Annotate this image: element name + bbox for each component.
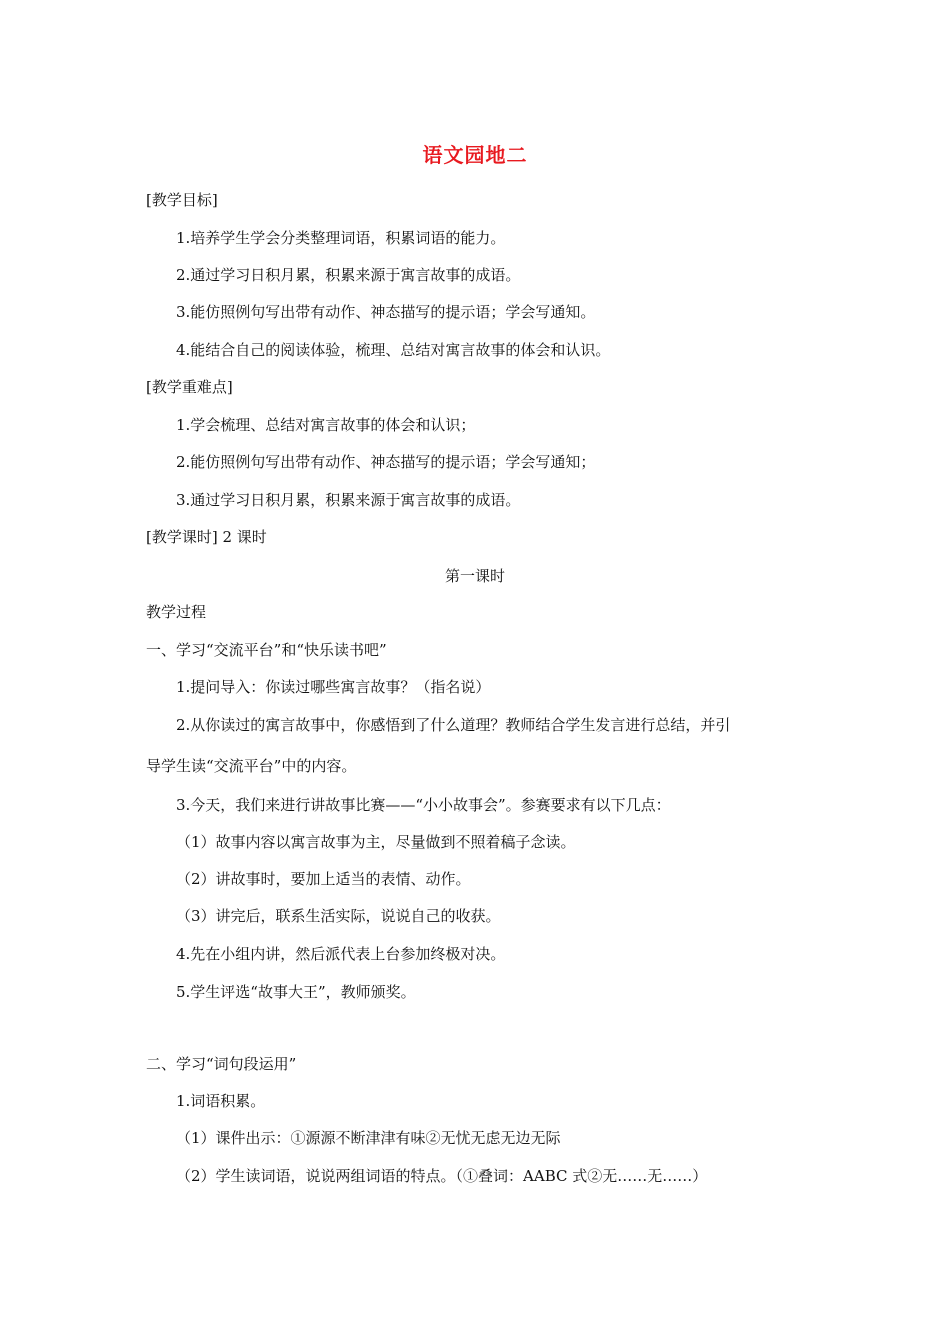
section-1-item-2-line-2: 导学生读“交流平台”中的内容。	[146, 757, 357, 775]
section-1-sub-1: （1）故事内容以寓言故事为主，尽量做到不照着稿子念读。	[176, 833, 576, 851]
section-2-sub-2: （2）学生读词语，说说两组词语的特点。（①叠词：AABC 式②无……无……）	[176, 1167, 708, 1185]
objective-item-1: 1.培养学生学会分类整理词语，积累词语的能力。	[176, 229, 506, 247]
objective-item-3: 3.能仿照例句写出带有动作、神态描写的提示语；学会写通知。	[176, 303, 596, 321]
objectives-heading: [教学目标]	[146, 191, 218, 209]
class-hours: [教学课时] 2 课时	[146, 528, 267, 546]
key-point-item-1: 1.学会梳理、总结对寓言故事的体会和认识；	[176, 416, 476, 434]
key-points-heading: [教学重难点]	[146, 378, 233, 396]
section-1-item-1: 1.提问导入：你读过哪些寓言故事？（指名说）	[176, 678, 491, 696]
section-2-item-1: 1.词语积累。	[176, 1092, 266, 1110]
process-heading: 教学过程	[146, 603, 207, 621]
section-1-item-4: 4.先在小组内讲，然后派代表上台参加终极对决。	[176, 945, 506, 963]
key-point-item-3: 3.通过学习日积月累，积累来源于寓言故事的成语。	[176, 491, 521, 509]
objective-item-4: 4.能结合自己的阅读体验，梳理、总结对寓言故事的体会和认识。	[176, 341, 611, 359]
section-1-item-3: 3.今天，我们来进行讲故事比赛——“小小故事会”。参赛要求有以下几点：	[176, 796, 671, 814]
section-1-item-5: 5.学生评选“故事大王”，教师颁奖。	[176, 983, 416, 1001]
section-2-heading: 二、学习“词句段运用”	[146, 1055, 297, 1073]
key-point-item-2: 2.能仿照例句写出带有动作、神态描写的提示语；学会写通知；	[176, 453, 596, 471]
section-1-sub-3: （3）讲完后，联系生活实际，说说自己的收获。	[176, 907, 501, 925]
section-1-item-2-line-1: 2.从你读过的寓言故事中，你感悟到了什么道理？教师结合学生发言进行总结，并引	[176, 716, 731, 734]
section-1-sub-2: （2）讲故事时，要加上适当的表情、动作。	[176, 870, 471, 888]
lesson-title: 第一课时	[444, 567, 505, 585]
objective-item-2: 2.通过学习日积月累，积累来源于寓言故事的成语。	[176, 266, 521, 284]
section-2-sub-1: （1）课件出示：①源源不断津津有味②无忧无虑无边无际	[176, 1129, 561, 1147]
document-title: 语文园地二	[422, 143, 528, 167]
section-1-heading: 一、学习“交流平台”和“快乐读书吧”	[146, 641, 387, 659]
